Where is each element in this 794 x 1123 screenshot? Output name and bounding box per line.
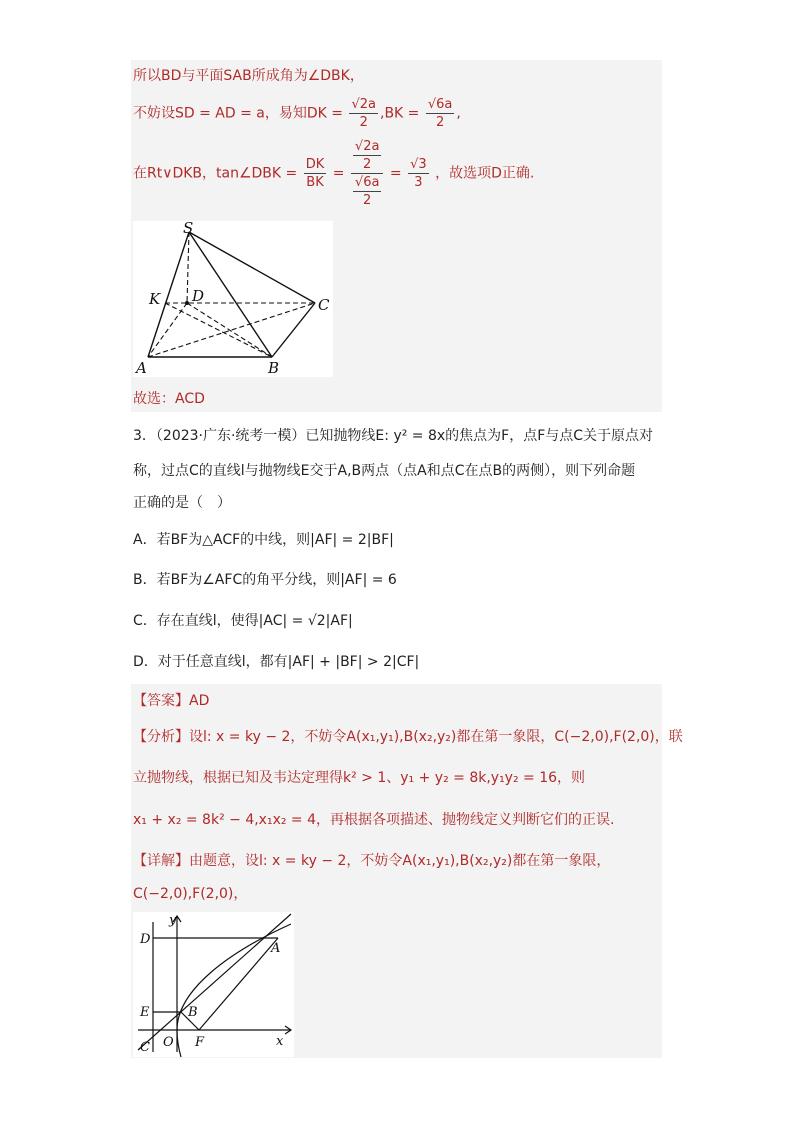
label-a: A xyxy=(136,359,147,377)
answer-line xyxy=(133,691,209,711)
label-f: F xyxy=(195,1035,205,1050)
fraction-dk-bk: $\frac{DK}{BK}$ xyxy=(305,157,325,190)
analysis-line-2 xyxy=(133,768,585,788)
label-d2: D xyxy=(140,932,151,947)
question-line-3 xyxy=(133,493,231,513)
parabola-figure xyxy=(133,912,294,1057)
fraction-sqrt3-3: $\frac{√3}{3}$ xyxy=(410,157,427,190)
equals-sign-2: = xyxy=(389,165,402,182)
fraction-bk: $\frac{√6a}{2}$ xyxy=(427,97,453,130)
label-y: y xyxy=(169,913,177,928)
option-b-text: B．若BF为∠AFC的角平分线，则|AF| = 6 xyxy=(133,572,397,588)
label-x: x xyxy=(276,1034,284,1049)
option-c-text: C．存在直线l，使得|AC| = √2|AF| xyxy=(133,613,353,629)
option-a xyxy=(133,530,394,550)
detail-line-2-text: C(−2,0),F(2,0)， xyxy=(133,886,248,902)
solution-line-2-text-b: ,BK = xyxy=(380,105,420,122)
option-c xyxy=(133,611,353,631)
solution-line-2 xyxy=(133,96,461,131)
question-line-2 xyxy=(133,461,635,481)
label-b: B xyxy=(268,359,280,377)
analysis-line-3 xyxy=(133,810,614,830)
question-line-1-text: 3．（2023·广东·统考一模）已知抛物线E: y² = 8x的焦点为F，点F与点C关于原点对 xyxy=(133,428,654,444)
detail-line-1-text: 【详解】由题意，设l: x = ky − 2，不妨令A(x₁,y₁),B(x₂,y₂)都在第一象限， xyxy=(133,853,611,869)
label-e: E xyxy=(140,1005,150,1020)
fraction-compound: $\frac{\frac{√2a}{2}}{\frac{√6a}{2}}$ xyxy=(351,138,384,209)
option-d xyxy=(133,652,419,672)
analysis-line-1-text: 【分析】设l: x = ky − 2，不妨令A(x₁,y₁),B(x₂,y₂)都在第一象限，C(−2,0),F(2,0)，联 xyxy=(133,729,683,745)
solution-line-3-text-a: 在Rt∨DKB，tan∠DBK = xyxy=(133,165,298,182)
answer-text: 【答案】AD xyxy=(133,693,210,709)
question-line-3-text: 正确的是（ ） xyxy=(133,495,231,511)
question-line-1 xyxy=(133,426,653,446)
label-c: C xyxy=(318,296,330,314)
label-o: O xyxy=(163,1035,174,1050)
solution-line-1-text: 所以BD与平面SAB所成角为∠DBK， xyxy=(133,68,364,84)
solution-line-2-text-a: 不妨设SD = AD = a，易知DK = xyxy=(133,105,344,122)
question-line-2-text: 称，过点C的直线l与抛物线E交于A,B两点（点A和点C在点B的两侧），则下列命题 xyxy=(133,463,636,479)
solution-line-3 xyxy=(133,138,534,209)
answer-prev xyxy=(133,389,205,409)
label-a2: A xyxy=(271,941,281,956)
label-d: D xyxy=(192,287,205,305)
label-c2: C xyxy=(140,1040,150,1055)
solution-line-3-text-b: ，故选项D正确. xyxy=(435,165,535,182)
option-b xyxy=(133,570,397,590)
label-b2: B xyxy=(188,1005,198,1020)
analysis-line-3-text: x₁ + x₂ = 8k² − 4,x₁x₂ = 4，再根据各项描述、抛物线定义判断它们的正误. xyxy=(133,812,615,828)
analysis-line-2-text: 立抛物线，根据已知及韦达定理得k² > 1、y₁ + y₂ = 8k,y₁y₂ = 16，则 xyxy=(133,770,586,786)
pyramid-figure xyxy=(133,221,333,377)
label-s: S xyxy=(183,221,194,237)
fraction-dk: $\frac{√2a}{2}$ xyxy=(351,97,376,130)
solution-line-1 xyxy=(133,66,364,86)
solution-line-2-text-c: , xyxy=(456,105,461,122)
detail-line-1 xyxy=(133,851,610,871)
analysis-line-1 xyxy=(133,727,683,747)
option-a-text: A．若BF为△ACF的中线，则|AF| = 2|BF| xyxy=(133,532,394,548)
equals-sign: = xyxy=(332,165,345,182)
answer-prev-text: 故选：ACD xyxy=(133,391,205,407)
label-k: K xyxy=(149,290,161,308)
detail-line-2 xyxy=(133,884,247,904)
option-d-text: D．对于任意直线l，都有|AF| + |BF| > 2|CF| xyxy=(133,654,420,670)
